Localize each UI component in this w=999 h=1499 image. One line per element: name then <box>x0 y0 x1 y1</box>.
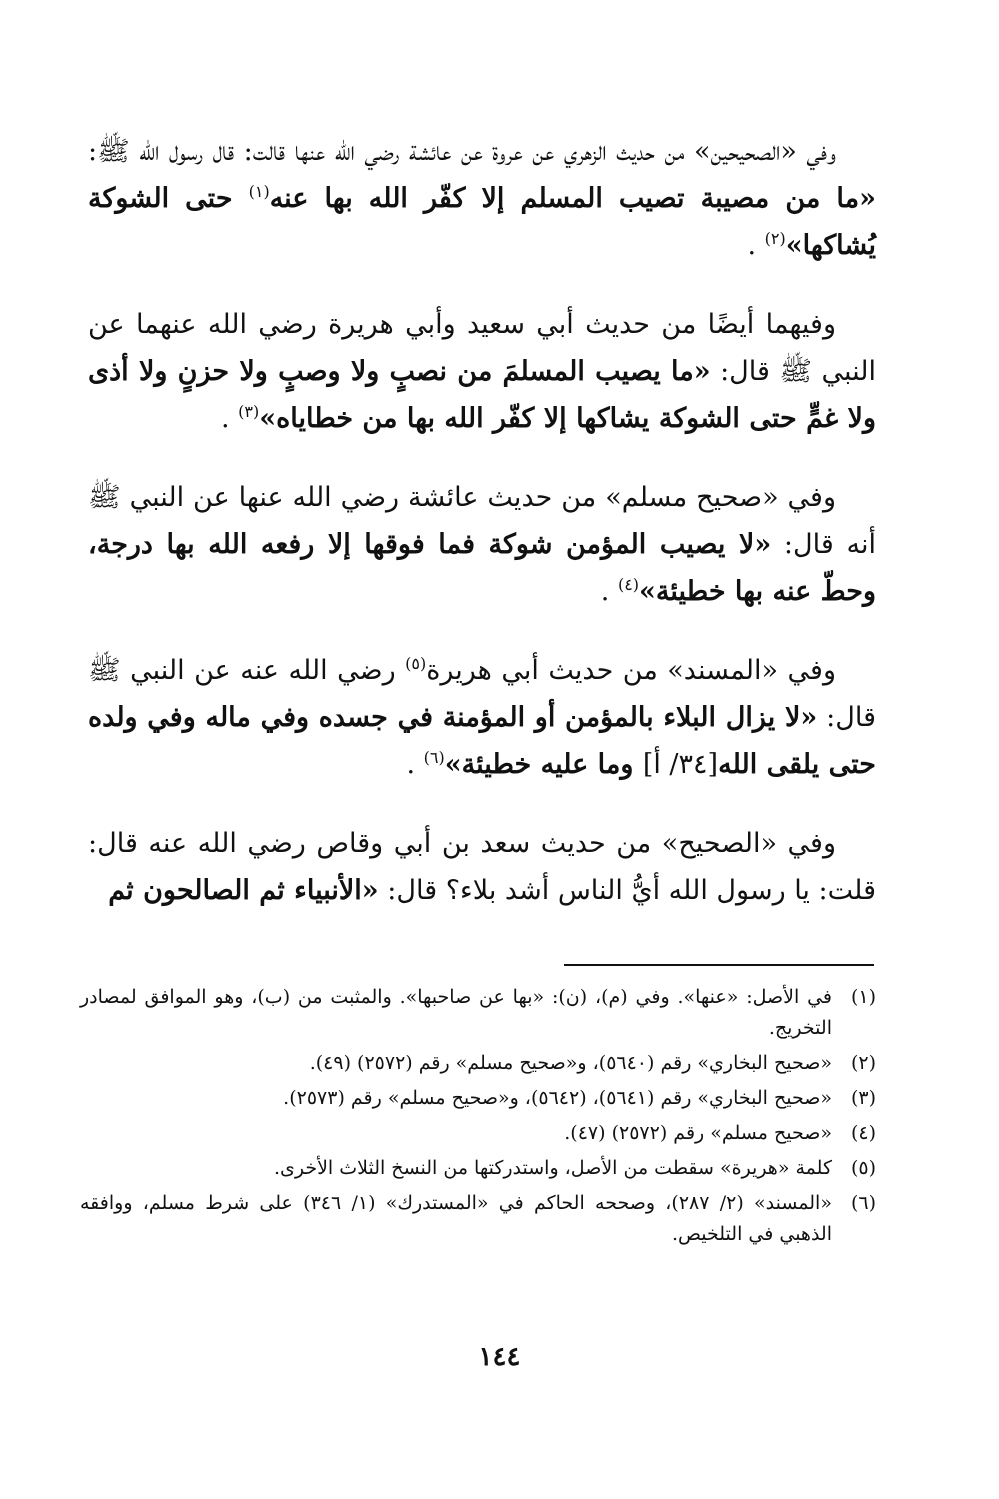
text-span: . <box>406 749 424 780</box>
hadith-text: حتى الشوكة يُشاكها» <box>88 183 876 261</box>
text-span: . <box>747 230 765 261</box>
footnote-number: (٣) <box>850 1087 876 1109</box>
paragraph-1 <box>88 128 876 269</box>
hadith-text: «ما يصيب المسلمَ من نصبٍ ولا وصبٍ ولا حزنٍ ولا أذى ولا غمٍّ حتى الشوكة يشاكها إلا كفّر الله بها من خطاياه» <box>88 356 876 434</box>
footnote-ref: (٦) <box>423 748 445 767</box>
footnote-text: «صحيح مسلم» رقم (٢٥٧٢) (٤٧). <box>564 1122 832 1144</box>
text-span: . <box>600 576 618 607</box>
footnote-number: (٦) <box>850 1192 876 1214</box>
footnote-text: في الأصل: «عنها». وفي (م)، (ن): «بها عن صاحبها». والمثبت من (ب)، وهو الموافق لمصادر التخريج. <box>80 986 832 1039</box>
footnote-text: كلمة «هريرة» سقطت من الأصل، واستدركتها من النسخ الثلاث الأخرى. <box>273 1157 832 1179</box>
footnote-divider <box>564 964 874 966</box>
manuscript-page-marker: [٣٤/ أ] <box>642 749 719 780</box>
hadith-text: «لا يصيب المؤمن شوكة فما فوقها إلا رفعه الله بها درجة، وحطّ عنه بها خطيئة» <box>88 529 876 607</box>
footnote-number: (٢) <box>850 1052 876 1074</box>
text-span: وفي «المسند» من حديث أبي هريرة <box>426 655 836 686</box>
hadith-text: «ما من مصيبة تصيب المسلم إلا كفّر الله بها عنه <box>269 183 876 214</box>
footnote-ref: (٤) <box>617 575 640 594</box>
footnote-text: «صحيح البخاري» رقم (٥٦٤١)، (٥٦٤٢)، و«صحيح مسلم» رقم (٢٥٧٣). <box>283 1087 832 1109</box>
text-span: . <box>220 403 239 434</box>
footnote-ref: (١) <box>248 182 270 201</box>
text-span: وفي «صحيح مسلم» من حديث عائشة رضي الله عنها عن النبي ﷺ أنه قال: <box>88 482 876 560</box>
paragraph-5 <box>88 820 876 914</box>
footnotes <box>80 982 876 1254</box>
text-span: وفيهما أيضًا من حديث أبي سعيد وأبي هريرة رضي الله عنهما عن النبي ﷺ قال: <box>88 309 876 387</box>
footnote <box>80 1153 876 1184</box>
paragraph-4 <box>88 647 876 788</box>
hadith-text: «الأنبياء ثم الصالحون ثم <box>108 875 379 906</box>
footnote <box>80 982 876 1044</box>
paragraph-2 <box>88 301 876 442</box>
footnote-ref: (٥) <box>405 654 427 673</box>
footnote-text: «المسند» (٢/ ٢٨٧)، وصححه الحاكم في «المستدرك» (١/ ٣٤٦) على شرط مسلم، ووافقه الذهبي في التلخيص. <box>80 1192 832 1245</box>
footnote-ref: (٣) <box>238 402 260 421</box>
paragraph-3 <box>88 474 876 615</box>
footnote <box>80 1083 876 1114</box>
footnote-number: (٤) <box>850 1122 876 1144</box>
page-number: ١٤٤ <box>478 1342 521 1372</box>
footnote <box>80 1048 876 1079</box>
footnote-number: (٥) <box>850 1157 876 1179</box>
footnote <box>80 1188 876 1250</box>
text-span: رضي الله عنه عن النبي ﷺ قال: <box>88 655 876 733</box>
hadith-text: وما عليه خطيئة» <box>444 749 643 780</box>
hadith-text: «لا يزال البلاء بالمؤمن أو المؤمنة في جسده وفي ماله وفي ولده حتى يلقى الله <box>88 702 876 780</box>
footnote-number: (١) <box>850 986 876 1008</box>
main-text <box>88 128 876 946</box>
footnote-text: «صحيح البخاري» رقم (٥٦٤٠)، و«صحيح مسلم» رقم (٢٥٧٢) (٤٩). <box>309 1052 832 1074</box>
footnote <box>80 1118 876 1149</box>
footnote-ref: (٢) <box>764 229 786 248</box>
text-span: وفي «الصحيح» من حديث سعد بن أبي وقاص رضي الله عنه قال: قلت: يا رسول الله أيُّ الناس أشد بلاء؟ قال: <box>88 828 876 906</box>
text-span: وفي «الصحيحين» من حديث الزهري عن عروة عن عائشة رضي الله عنها قالت: قال رسول الله ﷺ: <box>88 136 836 167</box>
